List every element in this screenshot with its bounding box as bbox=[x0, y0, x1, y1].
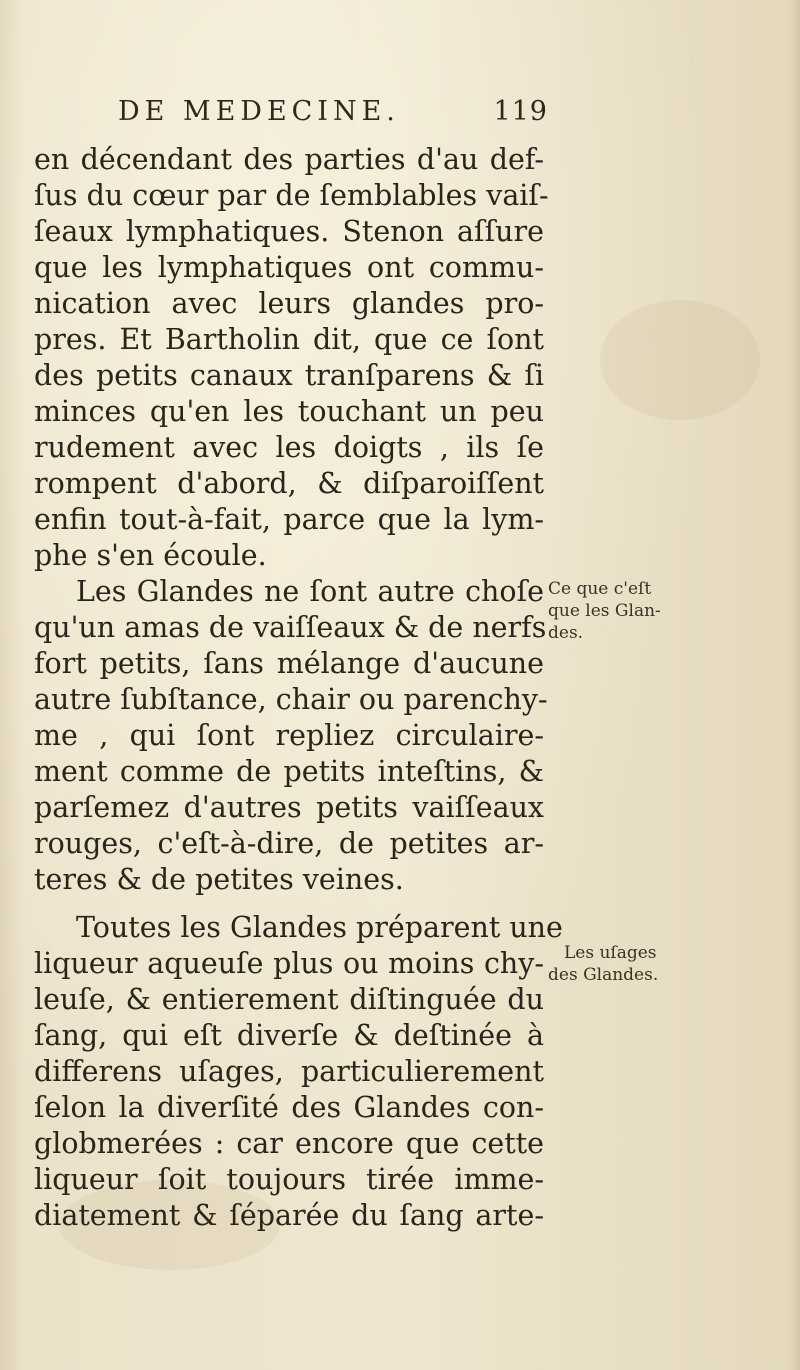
text-line: diatement & ſéparée du ſang arte- bbox=[34, 1199, 544, 1232]
text-line: minces qu'en les touchant un peu bbox=[34, 395, 544, 428]
text-line: teres & de petites veines. bbox=[34, 863, 404, 896]
text-line: parſemez d'autres petits vaiſſeaux bbox=[34, 791, 544, 824]
text-line: ſeaux lymphatiques. Stenon aſſure bbox=[34, 215, 544, 248]
text-line: enfin tout-à-fait, parce que la lym- bbox=[34, 503, 544, 536]
running-title: DE MEDECINE. bbox=[118, 96, 400, 127]
text-line: ſelon la diverſité des Glandes con- bbox=[34, 1091, 544, 1124]
text-line: que les lymphatiques ont commu- bbox=[34, 251, 544, 284]
margin-note-line: des. bbox=[548, 623, 584, 643]
margin-note-line: Les uſages bbox=[564, 943, 657, 963]
text-line: rompent d'abord, & diſparoiſſent bbox=[34, 467, 544, 500]
text-line: ment comme de petits inteſtins, & bbox=[34, 755, 544, 788]
text-line: autre ſubſtance, chair ou parenchy- bbox=[34, 683, 548, 716]
text-line: globmerées : car encore que cette bbox=[34, 1127, 544, 1160]
paragraph-start-line: Les Glandes ne ſont autre choſe bbox=[76, 575, 544, 608]
text-line: pres. Et Bartholin dit, que ce ſont bbox=[34, 323, 544, 356]
text-line: liqueur aqueuſe plus ou moins chy- bbox=[34, 947, 544, 980]
text-line: ſang, qui eſt diverſe & deſtinée à bbox=[34, 1019, 544, 1052]
margin-note bbox=[548, 942, 698, 986]
text-line: differens uſages, particulierement bbox=[34, 1055, 544, 1088]
text-line: en décendant des parties d'au def- bbox=[34, 143, 544, 176]
text-line: liqueur ſoit toujours tirée imme- bbox=[34, 1163, 544, 1196]
margin-note-line: Ce que c'eſt bbox=[548, 579, 652, 599]
text-line: qu'un amas de vaiſſeaux & de nerfs bbox=[34, 611, 547, 644]
text-line: phe s'en écoule. bbox=[34, 539, 267, 572]
text-line: me , qui ſont repliez circulaire- bbox=[34, 719, 544, 752]
page-number: 119 bbox=[493, 96, 548, 127]
running-header bbox=[118, 96, 548, 140]
paper-stain bbox=[600, 300, 760, 420]
text-line: rouges, c'eſt-à-dire, de petites ar- bbox=[34, 827, 544, 860]
text-line: ſus du cœur par de ſemblables vaiſ- bbox=[34, 179, 549, 212]
margin-note-line: des Glandes. bbox=[548, 965, 659, 985]
text-line: des petits canaux tranſparens & ſi bbox=[34, 359, 544, 392]
text-line: fort petits, ſans mélange d'aucune bbox=[34, 647, 544, 680]
margin-note bbox=[548, 578, 698, 644]
text-line: nication avec leurs glandes pro- bbox=[34, 287, 544, 320]
margin-note-line: que les Glan- bbox=[548, 601, 661, 621]
text-line: leuſe, & entierement diſtinguée du bbox=[34, 983, 544, 1016]
text-line: rudement avec les doigts , ils ſe bbox=[34, 431, 544, 464]
paragraph-start-line: Toutes les Glandes préparent une bbox=[76, 911, 563, 944]
